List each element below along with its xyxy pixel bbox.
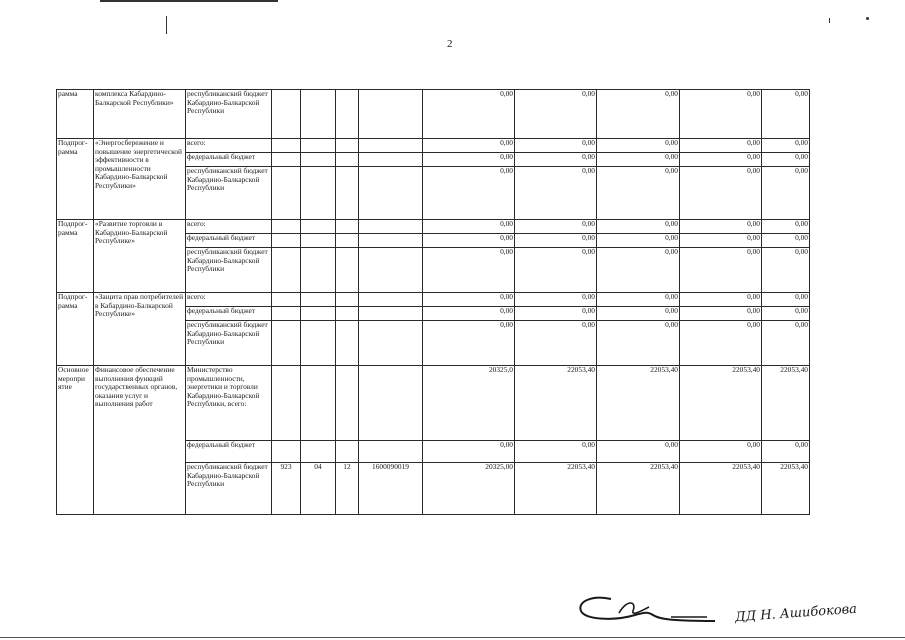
funding-source-cell: республиканский бюджет Кабардино-Балкарской Республики [186,321,272,366]
amount-cell: 0,00 [680,139,762,153]
amount-cell: 0,00 [515,153,597,167]
amount-cell: 20325,0 [423,366,515,441]
amount-cell: 0,00 [680,307,762,321]
amount-cell: 0,00 [597,248,680,293]
funding-source-cell: республиканский бюджет Кабардино-Балкарской Республики [186,167,272,220]
table-row [57,366,810,441]
amount-cell: 22053,40 [597,463,680,515]
budget-code-cell [272,293,301,307]
budget-code-cell [336,321,359,366]
amount-cell: 0,00 [515,220,597,234]
budget-code-cell [272,366,301,441]
amount-cell: 0,00 [597,321,680,366]
amount-cell: 0,00 [423,167,515,220]
budget-code-cell [359,139,423,153]
scan-artifact-vertical-tick [166,16,167,34]
amount-cell: 0,00 [423,321,515,366]
budget-code-cell [301,139,336,153]
budget-code-cell [272,139,301,153]
budget-code-cell [301,441,336,463]
bottom-rule [0,637,905,638]
page-number: 2 [447,38,453,50]
budget-code-cell [336,441,359,463]
funding-source-cell: республиканский бюджет Кабардино-Балкарской Республики [186,463,272,515]
budget-code-cell [336,90,359,139]
amount-cell: 0,00 [680,441,762,463]
signature-scribble [575,587,725,634]
budget-code-cell [359,167,423,220]
amount-cell: 0,00 [423,441,515,463]
program-type-cell: Подпрог-рамма [57,139,94,220]
program-name-cell: «Защита прав потребителей в Кабардино-Балкарской Республике» [94,293,186,366]
funding-source-cell: республиканский бюджет Кабардино-Балкарской Республики [186,248,272,293]
scan-artifact-dot [866,17,869,20]
amount-cell: 22053,40 [762,366,810,441]
budget-code-cell [359,307,423,321]
funding-source-cell: Министерство промышленности, энергетики и торговли Кабардино-Балкарской Республики, всего: [186,366,272,441]
budget-code-cell: 12 [336,463,359,515]
amount-cell: 0,00 [680,234,762,248]
amount-cell: 0,00 [597,167,680,220]
budget-code-cell [272,307,301,321]
budget-code-cell [301,321,336,366]
amount-cell: 0,00 [680,248,762,293]
budget-code-cell [301,153,336,167]
budget-code-cell [336,220,359,234]
amount-cell: 0,00 [423,234,515,248]
budget-code-cell [301,307,336,321]
amount-cell: 0,00 [597,153,680,167]
amount-cell: 0,00 [762,441,810,463]
funding-source-cell: всего: [186,139,272,153]
budget-code-cell [359,366,423,441]
amount-cell: 0,00 [423,220,515,234]
amount-cell: 0,00 [762,307,810,321]
amount-cell: 0,00 [597,441,680,463]
amount-cell: 0,00 [680,321,762,366]
amount-cell: 0,00 [597,90,680,139]
budget-code-cell [359,441,423,463]
funding-source-cell: всего: [186,293,272,307]
amount-cell: 22053,40 [680,463,762,515]
amount-cell: 0,00 [597,220,680,234]
budget-code-cell [272,220,301,234]
signature-name: ДД Н. Ашибокова [734,601,858,626]
table-row [57,220,810,234]
funding-source-cell: федеральный бюджет [186,441,272,463]
amount-cell: 0,00 [597,139,680,153]
program-type-cell: Основное меропри ятие [57,366,94,515]
amount-cell: 0,00 [423,90,515,139]
budget-code-cell [301,293,336,307]
program-type-cell: Подпрог-рамма [57,293,94,366]
amount-cell: 0,00 [423,248,515,293]
budget-code-cell [336,167,359,220]
table-row [57,90,810,139]
budget-code-cell [359,321,423,366]
budget-code-cell [301,167,336,220]
amount-cell: 0,00 [423,293,515,307]
amount-cell: 0,00 [680,167,762,220]
amount-cell: 0,00 [515,167,597,220]
amount-cell: 22053,40 [597,366,680,441]
program-type-cell: Подпрог-рамма [57,220,94,293]
budget-code-cell [336,139,359,153]
budget-code-cell: 1600090019 [359,463,423,515]
budget-code-cell [301,220,336,234]
program-name-cell: Финансовое обеспечение выполнения функций государственных органов, оказания услуг и выполнения работ [94,366,186,515]
budget-code-cell [272,321,301,366]
amount-cell: 0,00 [762,321,810,366]
budget-code-cell [301,248,336,293]
amount-cell: 0,00 [515,234,597,248]
amount-cell: 0,00 [762,153,810,167]
amount-cell: 0,00 [762,90,810,139]
funding-source-cell: федеральный бюджет [186,307,272,321]
funding-source-cell: федеральный бюджет [186,234,272,248]
budget-code-cell [272,167,301,220]
budget-code-cell [336,248,359,293]
budget-code-cell [272,234,301,248]
amount-cell: 0,00 [762,139,810,153]
program-name-cell: «Развитие торговли в Кабардино-Балкарской Республике» [94,220,186,293]
amount-cell: 0,00 [515,307,597,321]
program-name-cell: комплекса Кабардино-Балкарской Республики» [94,90,186,139]
budget-code-cell [336,366,359,441]
amount-cell: 0,00 [515,248,597,293]
budget-code-cell [272,90,301,139]
amount-cell: 0,00 [597,307,680,321]
amount-cell: 0,00 [762,220,810,234]
budget-code-cell [301,90,336,139]
amount-cell: 0,00 [597,293,680,307]
amount-cell: 0,00 [680,90,762,139]
funding-source-cell: федеральный бюджет [186,153,272,167]
table-row [57,139,810,153]
budget-code-cell [301,366,336,441]
budget-code-cell [359,293,423,307]
budget-code-cell [359,90,423,139]
amount-cell: 22053,40 [680,366,762,441]
funding-source-cell: республиканский бюджет Кабардино-Балкарской Республики [186,90,272,139]
amount-cell: 0,00 [515,139,597,153]
amount-cell: 0,00 [515,441,597,463]
program-name-cell: «Энергосбережение и повышение энергетической эффективности в промышленности Кабардино-Балкарской Республики» [94,139,186,220]
budget-code-cell [272,441,301,463]
amount-cell: 22053,40 [762,463,810,515]
amount-cell: 0,00 [762,167,810,220]
budget-code-cell [336,307,359,321]
program-type-cell: рамма [57,90,94,139]
amount-cell: 0,00 [515,90,597,139]
budget-code-cell [272,248,301,293]
amount-cell: 0,00 [515,321,597,366]
amount-cell: 0,00 [423,153,515,167]
amount-cell: 0,00 [423,139,515,153]
budget-code-cell: 04 [301,463,336,515]
amount-cell: 0,00 [597,234,680,248]
budget-code-cell [359,220,423,234]
budget-code-cell [359,248,423,293]
scan-artifact-tick [829,18,830,23]
amount-cell: 0,00 [680,220,762,234]
budget-code-cell [336,153,359,167]
amount-cell: 0,00 [423,307,515,321]
amount-cell: 22053,40 [515,366,597,441]
budget-code-cell [359,153,423,167]
budget-code-cell [272,153,301,167]
amount-cell: 0,00 [515,293,597,307]
table-row [57,293,810,307]
amount-cell: 0,00 [762,234,810,248]
budget-code-cell: 923 [272,463,301,515]
budget-table [56,89,810,515]
amount-cell: 0,00 [680,293,762,307]
scan-artifact-top-line [100,0,278,2]
budget-code-cell [359,234,423,248]
amount-cell: 0,00 [680,153,762,167]
budget-code-cell [301,234,336,248]
budget-code-cell [336,293,359,307]
budget-code-cell [336,234,359,248]
amount-cell: 22053,40 [515,463,597,515]
amount-cell: 20325,00 [423,463,515,515]
amount-cell: 0,00 [762,293,810,307]
funding-source-cell: всего: [186,220,272,234]
amount-cell: 0,00 [762,248,810,293]
